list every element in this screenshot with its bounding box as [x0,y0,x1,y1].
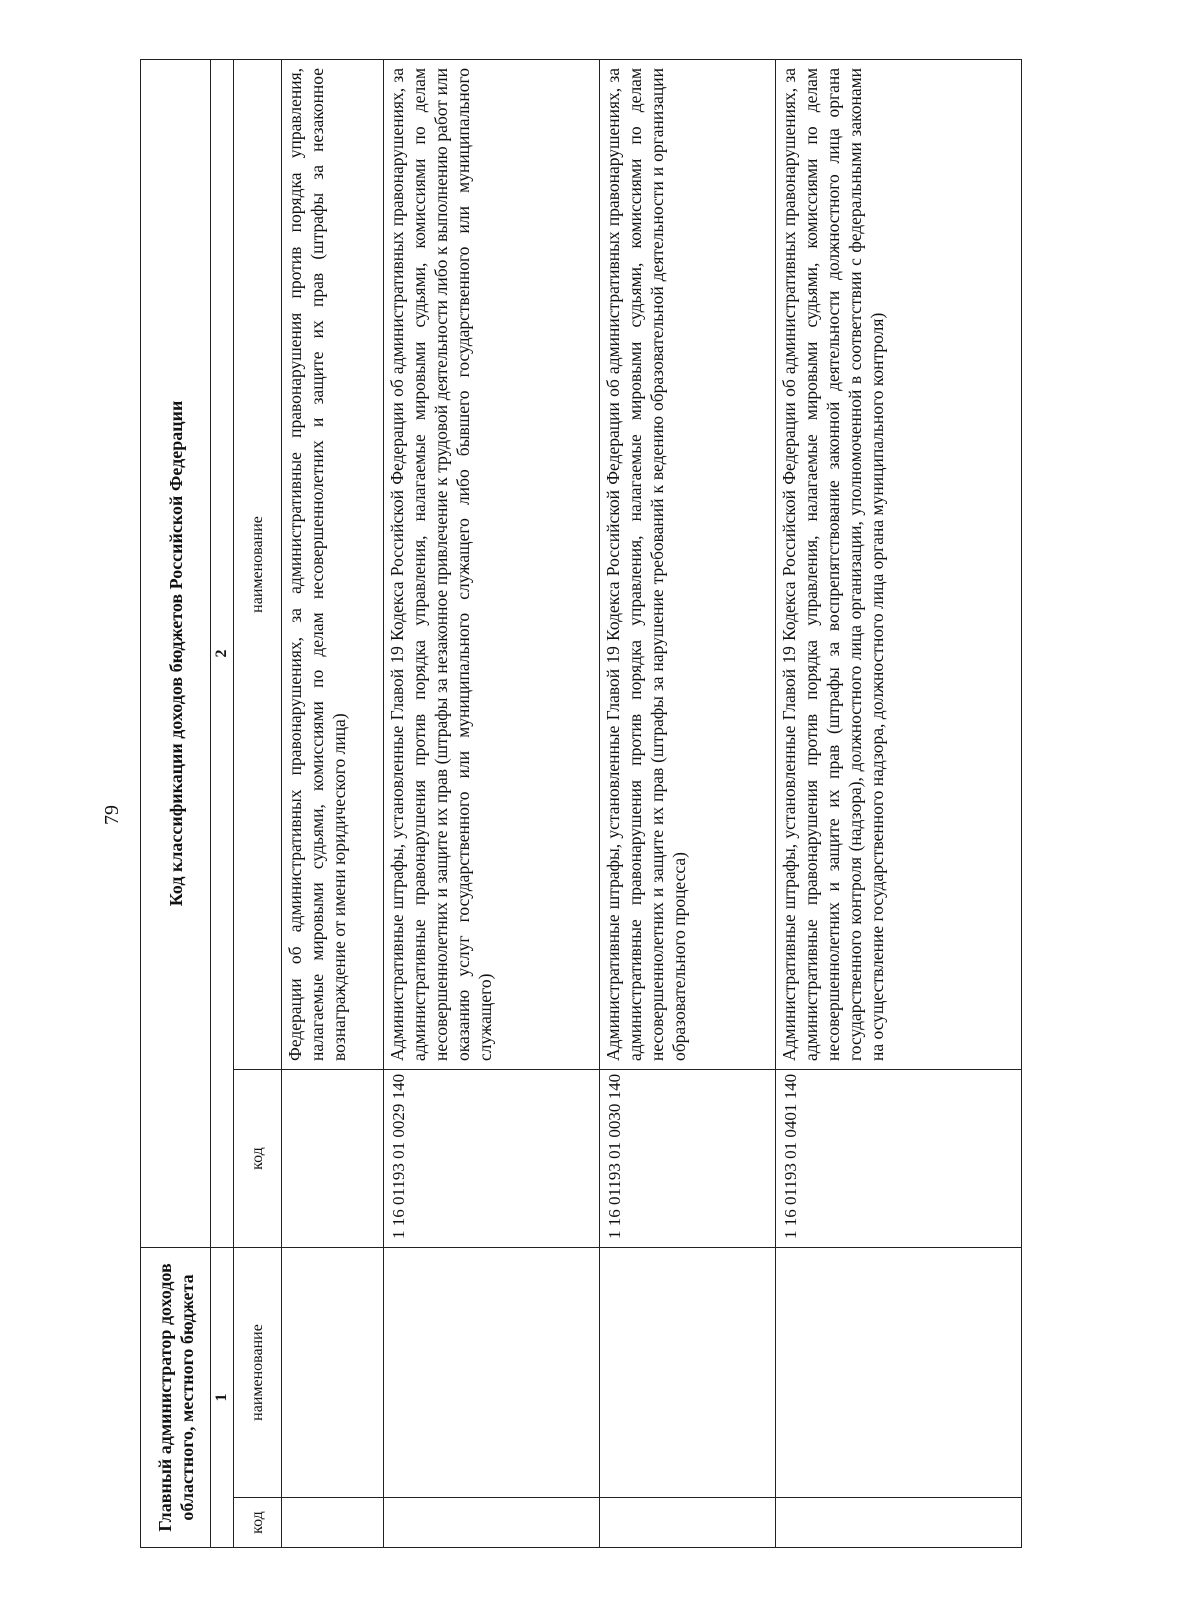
table-row [282,59,384,1547]
table-subheader-row [234,59,282,1547]
column-number-1: 1 [211,1247,234,1547]
subheader-code: код [234,1069,282,1247]
header-classification-code: Код классификации доходов бюджетов Российской Федерации [141,59,211,1247]
subheader-name: наименование [234,59,282,1069]
cell-admin-code [384,1498,600,1548]
header-admin: Главный администратор доходов областного, местного бюджета [141,1247,211,1547]
revenue-classification-table [140,59,1022,1548]
cell-code [282,1069,384,1247]
table-row [600,59,776,1547]
cell-admin-name [600,1247,776,1497]
cell-code: 1 16 01193 01 0030 140 [600,1069,776,1247]
column-number-2: 2 [211,59,234,1247]
table-column-number-row [211,59,234,1547]
cell-admin-code [282,1498,384,1548]
cell-name: Административные штрафы, установленные Главой 19 Кодекса Российской Федерации об административных правонарушениях, за административные правонарушения против порядка управления, налагаемые мировыми судьями, комиссиями по делам несовершеннолетних и защите их прав (штрафы за незаконное привлечение к трудовой деятельности либо к выполнению работ или оказанию услуг государственного или муниципального служащего либо бывшего государственного или муниципального служащего) [384,59,600,1069]
table-row [384,59,600,1547]
document-sheet [140,60,1022,1548]
subheader-admin-code: код [234,1498,282,1548]
cell-admin-name [384,1247,600,1497]
cell-name: Административные штрафы, установленные Главой 19 Кодекса Российской Федерации об административных правонарушениях, за административные правонарушения против порядка управления, налагаемые мировыми судьями, комиссиями по делам несовершеннолетних и защите их прав (штрафы за нарушение требований к ведению образовательной деятельности и организации образовательного процесса) [600,59,776,1069]
cell-name: Административные штрафы, установленные Главой 19 Кодекса Российской Федерации об административных правонарушениях, за административные правонарушения против порядка управления, налагаемые мировыми судьями, комиссиями по делам несовершеннолетних и защите их прав (штрафы за воспрепятствование законной деятельности должностного лица органа государственного контроля (надзора), должностного лица организации, уполномоченной в соответствии с федеральными законами на осуществление государственного надзора, должностного лица органа муниципального контроля) [776,59,1022,1069]
table-group-header-row [141,59,211,1547]
cell-code: 1 16 01193 01 0029 140 [384,1069,600,1247]
table-row [776,59,1022,1547]
cell-admin-name [776,1247,1022,1497]
cell-name: Федерации об административных правонарушениях, за административные правонарушения против порядка управления, налагаемые мировыми судьями, комиссиями по делам несовершеннолетних и защите их прав (штрафы за незаконное вознаграждение от имени юридического лица) [282,59,384,1069]
page-number: 79 [101,805,123,825]
subheader-admin-name: наименование [234,1247,282,1497]
cell-admin-name [282,1247,384,1497]
cell-admin-code [600,1498,776,1548]
cell-admin-code [776,1498,1022,1548]
cell-code: 1 16 01193 01 0401 140 [776,1069,1022,1247]
